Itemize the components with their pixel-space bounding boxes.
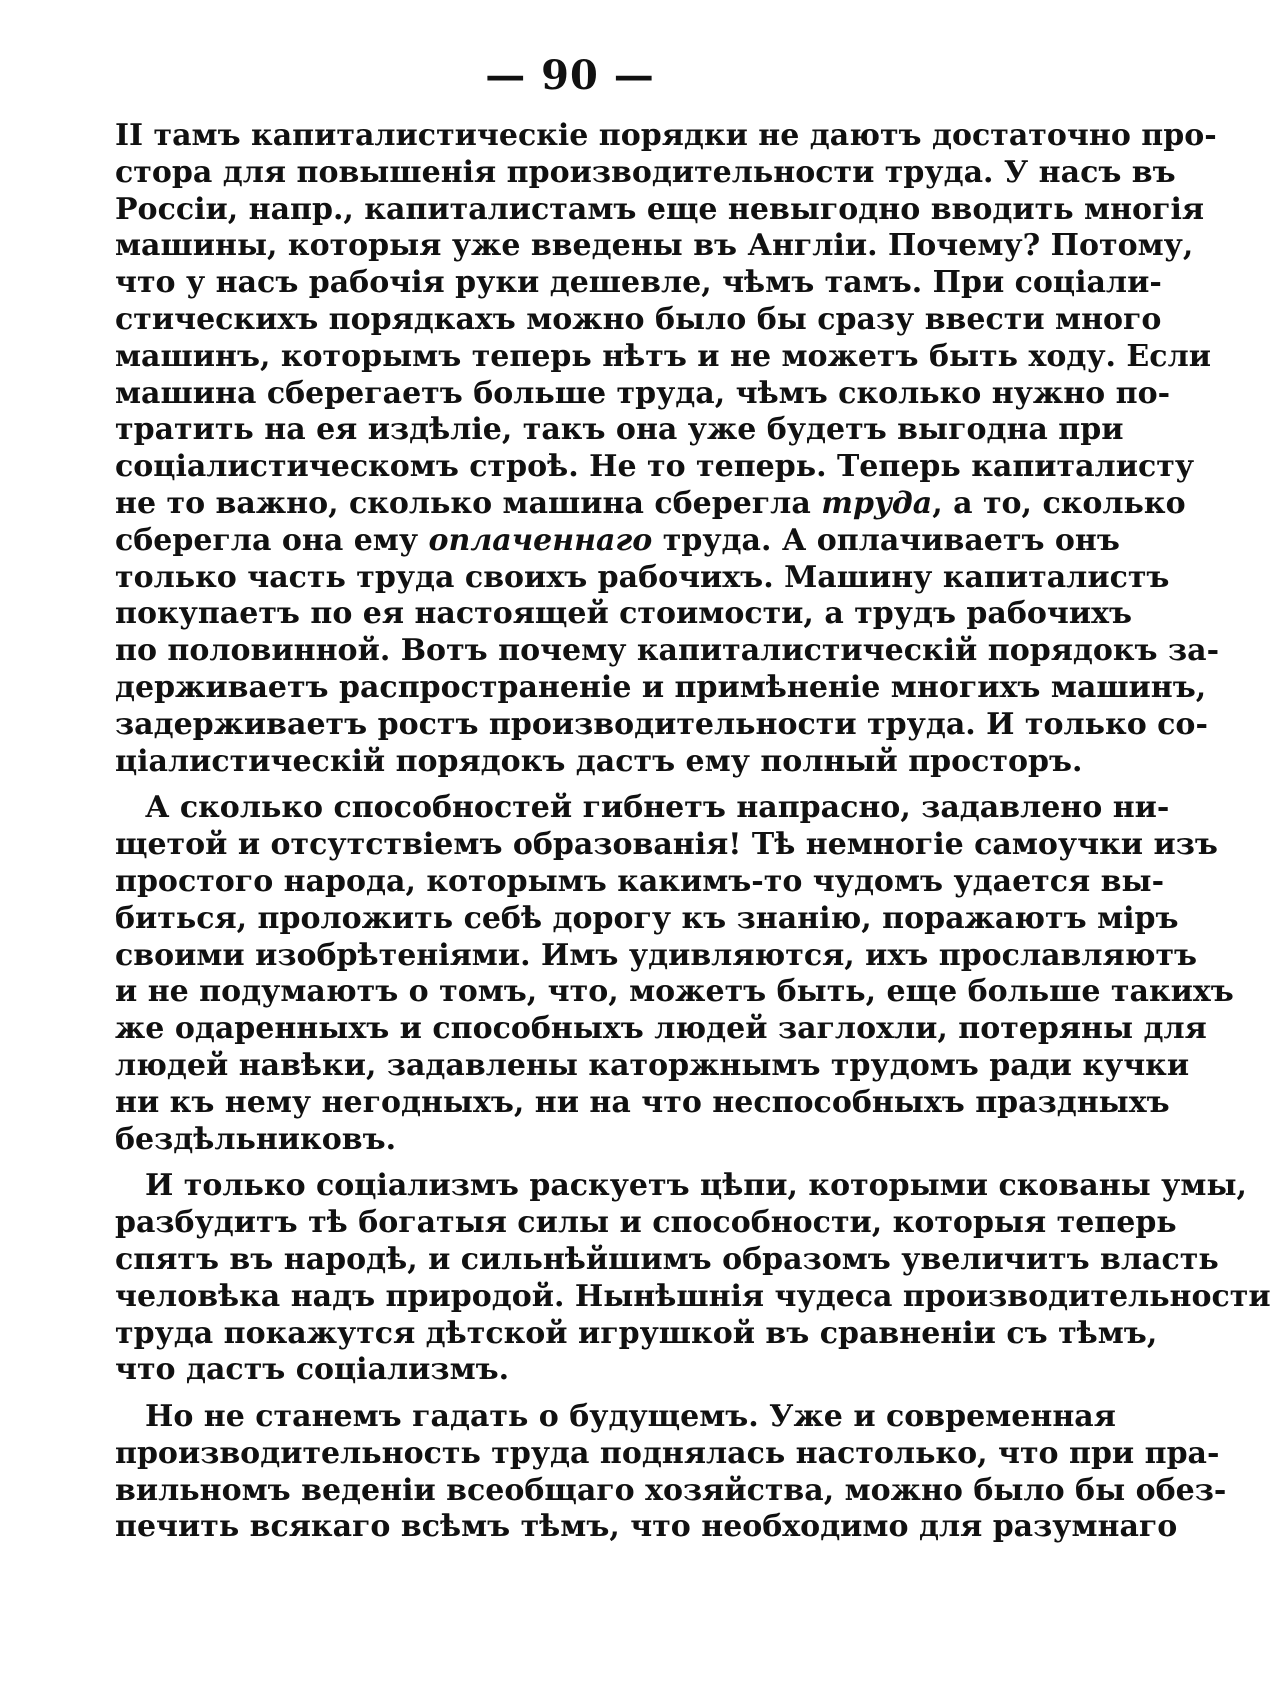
text-line: разбудитъ тѣ богатыя силы и способности, которыя теперь: [115, 1205, 1177, 1241]
paragraph: [115, 790, 1234, 1158]
text-line: А сколько способностей гибнетъ напрасно, задавлено ни-: [145, 790, 1170, 826]
text-line: стическихъ порядкахъ можно было бы сразу ввести много: [115, 301, 1162, 337]
page-number: — 90 —: [485, 52, 655, 99]
text-line: Но не станемъ гадать о будущемъ. Уже и современная: [145, 1399, 1116, 1435]
text-line: соціалистическомъ строѣ. Не то теперь. Теперь капиталисту: [115, 449, 1195, 485]
body-text: [115, 118, 1271, 1546]
paragraph: [115, 118, 1220, 780]
text-line: и не подумаютъ о томъ, что, можетъ быть, еще больше такихъ: [115, 974, 1234, 1010]
text-line: ціалистическій порядокъ дастъ ему полный просторъ.: [115, 743, 1083, 779]
text-line: простого народа, которымъ какимъ-то чудомъ удается вы-: [115, 863, 1165, 899]
text-line: что дастъ соціализмъ.: [115, 1352, 510, 1388]
text-line: что у насъ рабочія руки дешевле, чѣмъ тамъ. При соціали-: [115, 265, 1162, 301]
text-line: производительность труда поднялась настолько, что при пра-: [115, 1435, 1220, 1471]
text-line: человѣка надъ природой. Нынѣшнія чудеса производительности: [115, 1278, 1271, 1314]
text-line: бездѣльниковъ.: [115, 1121, 397, 1157]
text-line: тратить на ея издѣліе, такъ она уже будетъ выгодна при: [115, 412, 1124, 448]
text-line: И только соціализмъ раскуетъ цѣпи, которыми скованы умы,: [145, 1168, 1247, 1204]
text-line: печить всякаго всѣмъ тѣмъ, что необходимо для разумнаго: [115, 1509, 1178, 1545]
text-line: же одаренныхъ и способныхъ людей заглохли, потеряны для: [115, 1011, 1207, 1047]
text-line: сберегла она ему оплаченнаго труда. А оплачиваетъ онъ: [115, 522, 1120, 558]
text-line: людей навѣки, задавлены каторжнымъ трудомъ ради кучки: [115, 1047, 1190, 1083]
text-line: по половинной. Вотъ почему капиталистическій порядокъ за-: [115, 633, 1220, 669]
text-line: только часть труда своихъ рабочихъ. Машину капиталистъ: [115, 559, 1170, 595]
text-line: ни къ нему негодныхъ, ни на что неспособныхъ праздныхъ: [115, 1084, 1170, 1120]
text-line: машина сберегаетъ больше труда, чѣмъ сколько нужно по-: [115, 375, 1171, 411]
text-line: щетой и отсутствіемъ образованія! Тѣ немногіе самоучки изъ: [115, 827, 1218, 863]
text-line: машины, которыя уже введены въ Англіи. Почему? Потому,: [115, 228, 1194, 264]
text-line: биться, проложить себѣ дорогу къ знанію, поражаютъ міръ: [115, 900, 1179, 936]
text-line: вильномъ веденіи всеобщаго хозяйства, можно было бы обез-: [115, 1472, 1227, 1508]
text-line: своими изобрѣтеніями. Имъ удивляются, ихъ прославляютъ: [115, 937, 1198, 973]
italic-emphasis: труда: [821, 485, 933, 521]
text-line: II тамъ капиталистическіе порядки не даютъ достаточно про-: [115, 118, 1217, 153]
text-line: покупаетъ по ея настоящей стоимости, а трудъ рабочихъ: [115, 596, 1132, 632]
text-line: машинъ, которымъ теперь нѣтъ и не можетъ быть ходу. Если: [115, 338, 1211, 374]
text-line: Россіи, напр., капиталистамъ еще невыгодно вводить многія: [115, 191, 1205, 227]
paragraph-gap: [115, 1158, 1075, 1168]
paragraph-gap: [115, 1389, 1075, 1399]
text-line: стора для повышенія производительности труда. У насъ въ: [115, 154, 1176, 190]
text-line: задерживаетъ ростъ производительности труда. И только со-: [115, 706, 1208, 742]
text-line: не то важно, сколько машина сберегла труда, а то, сколько: [115, 485, 1186, 521]
text-line: труда покажутся дѣтской игрушкой въ сравненіи съ тѣмъ,: [115, 1315, 1158, 1351]
paragraph: [115, 1399, 1227, 1546]
paragraph: [115, 1168, 1271, 1389]
text-line: держиваетъ распространеніе и примѣненіе многихъ машинъ,: [115, 669, 1207, 705]
italic-emphasis: оплаченнаго: [428, 522, 653, 558]
text-line: спятъ въ народѣ, и сильнѣйшимъ образомъ увеличитъ власть: [115, 1241, 1219, 1277]
paragraph-gap: [115, 780, 1075, 790]
